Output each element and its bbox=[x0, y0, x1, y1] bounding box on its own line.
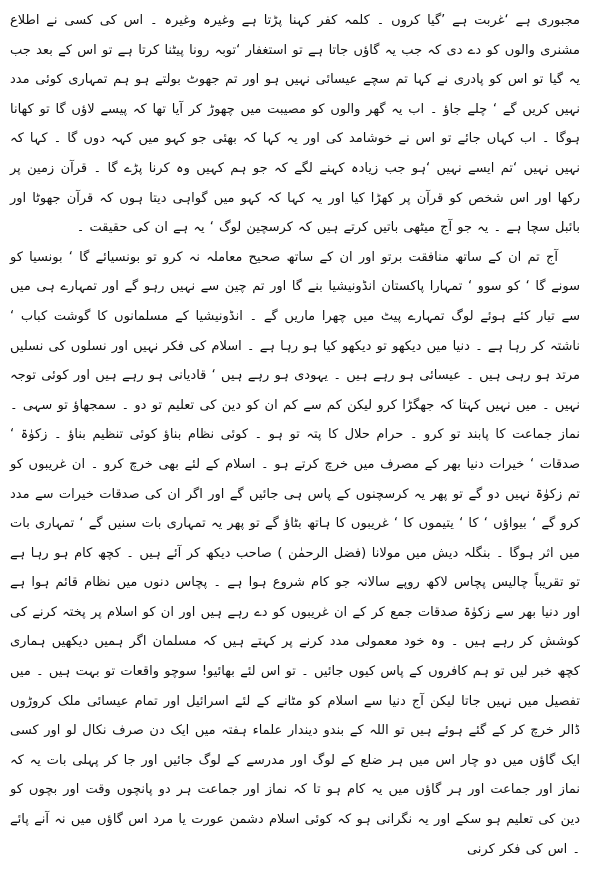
paragraph-1: مجبوری ہے ‘غربت ہے ’گیا کروں ۔ کلمہ کفر کہنا پڑتا ہے وغیرہ وغیرہ ۔ اس کی کسی نے اطلاع مشنری والوں کو دے دی کہ جب یہ گاؤں جاتا ہے تو استغفار ‘توبہ رونا پیٹنا کرتا ہے تو اس کے بعد جب یہ گیا تو اس کو پادری نے کہا تم سچے عیسائی نہیں ہو اور تم جھوٹ بولتے ہو ہم تمہاری کوئی مدد نہیں کریں گے ‘ چلے جاؤ ۔ اب یہ گھر والوں کو مصیبت میں چھوڑ کر آیا تھا کہ پیسے لاؤں گا تو کھانا ہوگا ۔ اب کہاں جائے تو اس نے خوشامد کی اور یہ کہا کہ بھئی جو کہو میں کہہ دوں گا ۔ کہا کہ نہیں نہیں ‘تم ایسے نہیں ‘ہو جب زیادہ کہنے لگے کہ جو ہم کہیں وہ کرنا پڑے گا ۔ قرآن زمین پر رکھا اور اس شخص کو قرآن پر کھڑا کیا اور یہ کہا کہ کہو میں گواہی دیتا ہوں کہ قرآن جھوٹا اور بائبل سچا ہے ۔ یہ جو آج میٹھی باتیں کرتے ہیں کہ کرسچین لوگ ‘ یہ ہے ان کی حقیقت ۔ bbox=[10, 13, 580, 236]
paragraph-2: آج تم ان کے ساتھ منافقت برتو اور ان کے ساتھ صحیح معاملہ نہ کرو تو بونسیائے گا ‘ بونسیا کو سونے گا ‘ کو سوو ‘ تمہارا پاکستان انڈونیشیا بنے گا اور تم چین سے نہیں رہو گے اور تمہارے ہی میں سے تیار کئے ہوئے لوگ تمہارے پیٹ میں چھرا ماریں گے ۔ انڈونیشیا کے مسلمانوں کا گوشت کباب ‘ ناشتہ کر رہا ہے ۔ دنیا میں دیکھو تو دیکھو کیا ہو رہا ہے ۔ اسلام کی فکر نہیں اور نسلوں کی نسلیں مرتد ہو رہی ہیں ۔ عیسائی ہو رہے ہیں ۔ یہودی ہو رہے ہیں ‘ قادیانی ہو رہے ہیں اور کوئی توجہ نہیں ۔ میں نہیں کہتا کہ جھگڑا کرو لیکن کم سے کم ان کو دین کی تعلیم تو دو ۔ سمجھاؤ تو سہی ۔ نماز جماعت کا پابند تو کرو ۔ حرام حلال کا پتہ تو ہو ۔ کوئی نظام بناؤ کوئی تنظیم بناؤ ۔ زکوٰۃ ‘ صدقات ‘ خیرات دنیا بھر کے مصرف میں خرچ کرتے ہو ۔ اسلام کے لئے بھی خرچ کرو ۔ ان غریبوں کو تم زکوٰۃ نہیں دو گے تو پھر یہ کرسچنوں کے پاس ہی جائیں گے اور اگر ان کی صدقات خیرات سے مدد کرو گے ‘ بیواؤں ‘ کا ‘ یتیموں کا ‘ غریبوں کا ہاتھ بٹاؤ گے تو پھر یہ تمہاری بات سنیں گے ‘ تمہاری بات میں اثر ہوگا ۔ بنگلہ دیش میں مولانا (فضل الرحمٰن ) صاحب دیکھ کر آئے ہیں ۔ کچھ کام ہو رہا ہے تو تقریباً چالیس پچاس لاکھ روپے سالانہ جو کام شروع ہوا ہے ۔ پچاس دنوں میں نظام قائم ہوا ہے اور دنیا بھر سے زکوٰۃ صدقات جمع کر کے ان غریبوں کو دے رہے ہیں اور ان کو اسلام پر پختہ کرنے کی کوشش کر رہے ہیں ۔ وہ خود معمولی مدد کرنے پر کہتے ہیں کہ مسلمان اگر ہمیں دیکھیں ہماری کچھ خبر لیں تو ہم کافروں کے پاس کیوں جائیں ۔ تو اس لئے بھائیو! سوچو واقعات تو بہت ہیں ۔ میں تفصیل میں نہیں جاتا لیکن آج دنیا سے اسلام کو مٹانے کے لئے اسرائیل اور تمام عیسائی ملک کروڑوں ڈالر خرچ کر کے گئے ہوئے ہیں تو اللہ کے بندو دیندار علماء ہفتہ میں ایک دن صرف نکال لو اور کسی ایک گاؤں میں دو چار اس میں ہر ضلع کے لوگ اور مدرسے کے لوگ جائیں اور جا کر پہلی بات یہ کہ نماز اور جماعت اور ہر گاؤں میں یہ کام ہو تا کہ نماز اور جماعت ہر دو پانچوں وقت اور بچوں کو دین کی تعلیم ہو سکے اور یہ نگرانی ہو کہ کوئی اسلام دشمن عورت یا مرد اس گاؤں میں نہ آنے پائے ۔ اس کی فکر کرنی bbox=[10, 249, 580, 857]
document-body bbox=[10, 6, 580, 864]
